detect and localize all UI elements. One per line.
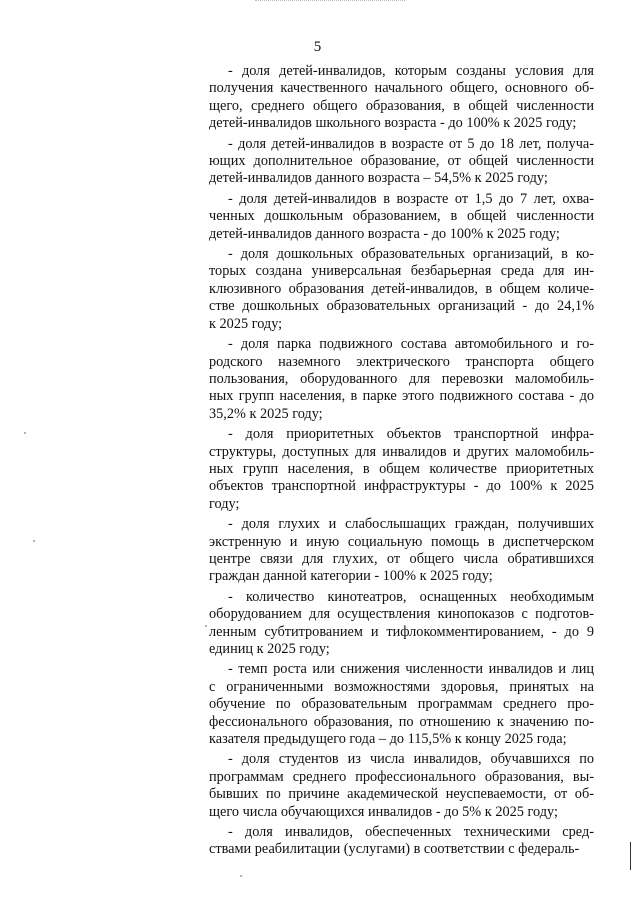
text-line: фессионального образования, по отношению к значению по- [209, 713, 594, 730]
text-line: щего, среднего общего образования, в общей численности [209, 97, 594, 114]
text-line: обучение по образовательным программам среднего про- [209, 696, 594, 713]
paragraph [209, 336, 594, 423]
text-line: - доля студентов из числа инвалидов, обучавшихся по [228, 751, 594, 768]
text-line: к 2025 году; [209, 315, 283, 332]
scan-speck [205, 625, 207, 627]
text-line: ленным субтитрованием и тифлокомментированием, - до 9 [209, 623, 594, 640]
text-line: - доля детей-инвалидов в возрасте от 5 до 18 лет, получа- [228, 135, 594, 152]
text-line: детей-инвалидов данного возраста - до 100% к 2025 году; [209, 225, 560, 242]
scan-speck [33, 540, 35, 542]
text-line: пользования, оборудованного для перевозки маломобиль- [209, 370, 594, 387]
text-line: - доля глухих и слабослышащих граждан, получивших [228, 516, 594, 533]
text-line: детей-инвалидов школьного возраста - до 100% к 2025 году; [209, 115, 577, 132]
text-line: щего числа обучающихся инвалидов - до 5% к 2025 году; [209, 803, 558, 820]
text-line: - доля детей-инвалидов в возрасте от 1,5 до 7 лет, охва- [228, 190, 594, 207]
text-line: ющих дополнительное образование, от общей численности [209, 153, 594, 170]
scan-edge-mark-right [630, 842, 631, 870]
paragraph [209, 751, 594, 821]
text-line: граждан данной категории - 100% к 2025 году; [209, 568, 493, 585]
text-line: родского наземного электрического транспорта общего [209, 353, 594, 370]
text-line: объектов транспортной инфраструктуры - до 100% к 2025 [209, 478, 594, 495]
text-line: структуры, доступных для инвалидов и других маломобиль- [209, 443, 594, 460]
scan-speck [24, 432, 26, 434]
text-line: - доля парка подвижного состава автомобильного и го- [228, 336, 594, 353]
text-line: ных групп населения, в общем количестве приоритетных [209, 460, 594, 477]
paragraph [209, 63, 594, 133]
text-line: казателя предыдущего года – до 115,5% к концу 2025 года; [209, 731, 567, 748]
paragraph [209, 136, 594, 188]
paragraph [209, 246, 594, 333]
text-line: бывших по причине академической неуспеваемости, от об- [209, 786, 594, 803]
text-line: клюзивного образования детей-инвалидов, в общем количе- [209, 280, 594, 297]
text-line: оборудованием для осуществления кинопоказов с подготов- [209, 606, 594, 623]
text-line: программам среднего профессионального образования, вы- [209, 768, 594, 785]
paragraph [209, 191, 594, 243]
text-line: единиц к 2025 году; [209, 641, 330, 657]
text-line: - доля дошкольных образовательных организаций, в ко- [228, 246, 594, 263]
paragraph [209, 516, 594, 586]
text-line: ченных дошкольным образованием, в общей численности [209, 208, 594, 225]
text-line: - доля детей-инвалидов, которым созданы условия для [228, 63, 594, 79]
scan-speck [240, 875, 242, 877]
text-line: центре связи для глухих, от общего числа обратившихся [209, 550, 594, 567]
text-line: экстренную и иную социальную помощь в диспетчерском [209, 533, 594, 550]
text-line: торых создана универсальная безбарьерная среда для ин- [209, 263, 594, 280]
paragraph [209, 824, 594, 859]
text-line: году; [209, 495, 240, 512]
text-line: ствами реабилитации (услугами) в соответствии с федераль- [209, 841, 580, 858]
document-body [209, 63, 594, 859]
text-line: - количество кинотеатров, оснащенных необходимым [228, 588, 594, 605]
text-line: ных групп населения, в парке этого подвижного состава - до [209, 388, 594, 405]
page-number: 5 [313, 39, 322, 55]
paragraph [209, 426, 594, 513]
text-line: - доля приоритетных объектов транспортной инфра- [228, 426, 594, 443]
text-line: стве дошкольных образовательных организаций - до 24,1% [209, 298, 594, 315]
scan-edge-mark [255, 0, 405, 3]
text-line: получения качественного начального общего, основного об- [209, 80, 594, 97]
text-line: - доля инвалидов, обеспеченных техническими сред- [228, 824, 594, 841]
text-line: - темп роста или снижения численности инвалидов и лиц [228, 661, 594, 678]
paragraph [209, 661, 594, 748]
paragraph [209, 589, 594, 659]
text-line: с ограниченными возможностями здоровья, принятых на [209, 678, 594, 695]
text-line: 35,2% к 2025 году; [209, 405, 323, 422]
text-line: детей-инвалидов данного возраста – 54,5% к 2025 году; [209, 170, 548, 187]
